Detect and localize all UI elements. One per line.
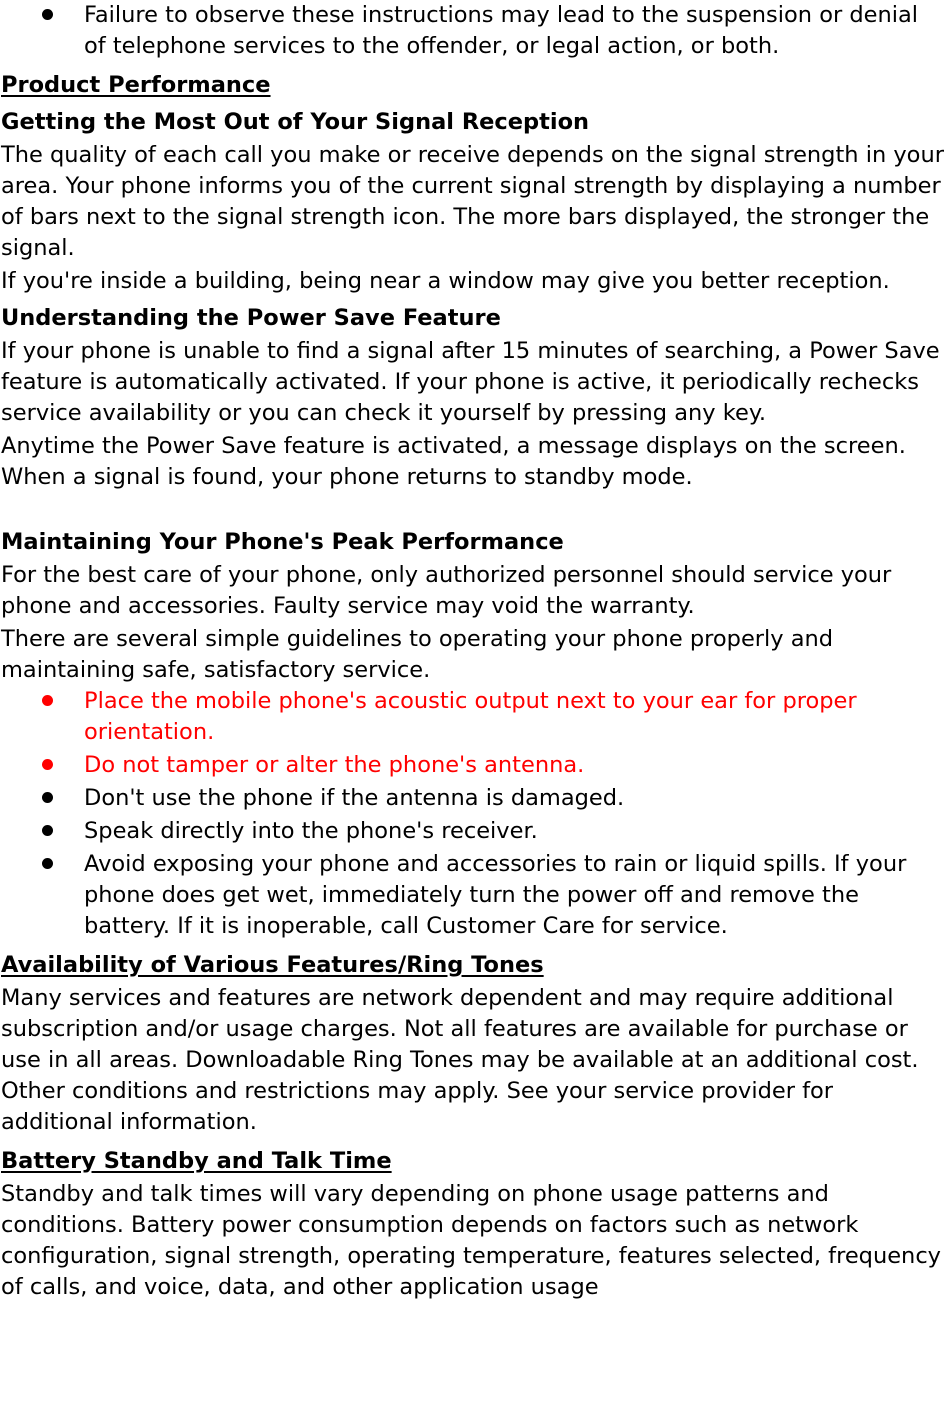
paragraph: There are several simple guidelines to operating your phone properly and maintaining safe, satisfactory service. xyxy=(1,626,834,683)
list-item xyxy=(1,0,946,62)
bullet-text: Avoid exposing your phone and accessories to rain or liquid spills. If your phone does get wet, immediately turn the power off and remove the battery. If it is inoperable, call Customer Care for service. xyxy=(84,851,907,939)
bullet-dot-icon xyxy=(42,858,53,869)
subheading-power-save: Understanding the Power Save Feature xyxy=(1,305,501,331)
list-item xyxy=(1,686,946,748)
bullet-dot-icon xyxy=(42,759,53,770)
spacer xyxy=(1,493,946,521)
paragraph: For the best care of your phone, only authorized personnel should service your phone and accessories. Faulty service may void the warranty. xyxy=(1,562,892,619)
bullet-dot-icon xyxy=(42,792,53,803)
list-item xyxy=(1,849,946,942)
list-item xyxy=(1,816,946,847)
top-bullet-list xyxy=(1,0,946,62)
list-item xyxy=(1,783,946,814)
section-heading-battery: Battery Standby and Talk Time xyxy=(1,1148,392,1174)
subheading-peak-performance: Maintaining Your Phone's Peak Performance xyxy=(1,529,564,555)
paragraph: Standby and talk times will vary depending on phone usage patterns and conditions. Battery power consumption depends on factors such as network configuration, signal strength, operating temperature, features selected, frequency of calls, and voice, data, and other application usage xyxy=(1,1181,942,1300)
bullet-dot-icon xyxy=(42,825,53,836)
paragraph: If you're inside a building, being near a window may give you better reception. xyxy=(1,268,890,294)
section-heading-availability: Availability of Various Features/Ring Tones xyxy=(1,952,544,978)
bullet-dot-icon xyxy=(42,9,53,20)
bullet-text: Do not tamper or alter the phone's antenna. xyxy=(84,752,585,778)
bullet-text: Don't use the phone if the antenna is damaged. xyxy=(84,785,625,811)
guidelines-list xyxy=(1,686,946,942)
bullet-text: Speak directly into the phone's receiver. xyxy=(84,818,538,844)
paragraph: Many services and features are network dependent and may require additional subscription and/or usage charges. Not all features are available for purchase or use in all areas. Downloadable Ring Tones may be available at an additional cost. Other conditions and restrictions may apply. See your service provider for additional information. xyxy=(1,985,919,1135)
bullet-text: Place the mobile phone's acoustic output next to your ear for proper orientation. xyxy=(84,688,857,745)
section-heading-product-performance: Product Performance xyxy=(1,72,271,98)
paragraph: Anytime the Power Save feature is activated, a message displays on the screen. When a signal is found, your phone returns to standby mode. xyxy=(1,433,906,490)
paragraph: The quality of each call you make or receive depends on the signal strength in your area. Your phone informs you of the current signal strength by displaying a number of bars next to the signal strength icon. The more bars displayed, the stronger the signal. xyxy=(1,142,944,261)
bullet-dot-icon xyxy=(42,695,53,706)
list-item xyxy=(1,750,946,781)
bullet-text: Failure to observe these instructions may lead to the suspension or denial of telephone services to the offender, or legal action, or both. xyxy=(84,2,919,59)
paragraph: If your phone is unable to find a signal after 15 minutes of searching, a Power Save feature is automatically activated. If your phone is active, it periodically rechecks service availability or you can check it yourself by pressing any key. xyxy=(1,338,940,426)
subheading-signal-reception: Getting the Most Out of Your Signal Reception xyxy=(1,109,590,135)
